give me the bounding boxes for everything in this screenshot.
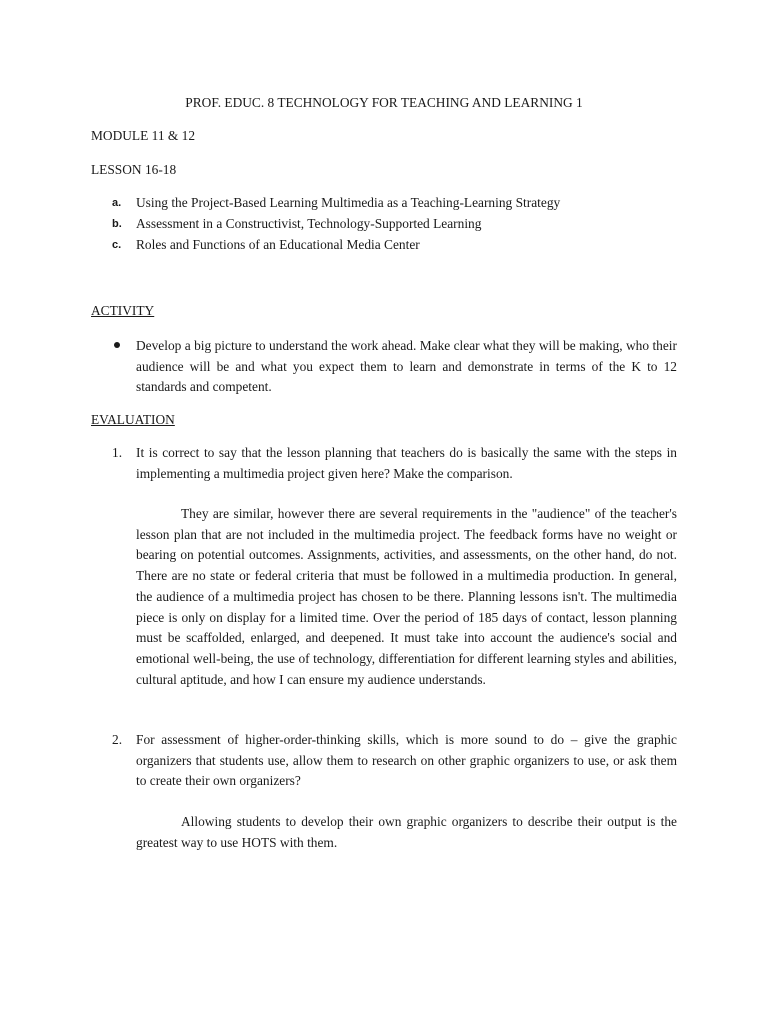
list-marker: a. <box>112 197 122 209</box>
lesson-label: LESSON 16-18 <box>91 162 177 177</box>
activity-heading: ACTIVITY <box>91 303 155 318</box>
question-number: 2. <box>112 732 123 747</box>
bullet-icon <box>114 342 120 348</box>
evaluation-heading: EVALUATION <box>91 412 175 427</box>
list-marker: c. <box>112 239 122 251</box>
question-number: 1. <box>112 445 123 460</box>
lesson-topic-text: Assessment in a Constructivist, Technology-Supported Learning <box>136 216 482 231</box>
answer-text: They are similar, however there are several requirements in the "audience" of the teacher's lesson plan that are not included in the multimedia project. The feedback forms have no weight or bearing on potential outcomes. Assignments, activities, and assessments, on the other hand, do not. There are no state or federal criteria that must be followed in a multimedia production. In general, the audience of a multimedia project has chosen to be there. Planning lessons isn't. The multimedia piece is only on display for a limited time. Over the period of 185 days of contact, lesson planning must be scaffolded, enlarged, and deepened. It must take into account the audience's social and emotional well-being, the use of technology, differentiation for different learning styles and abilities, cultural aptitude, and how I can ensure my audience understands. <box>136 506 677 687</box>
list-marker: b. <box>112 218 122 230</box>
lesson-topic-text: Using the Project-Based Learning Multimedia as a Teaching-Learning Strategy <box>136 195 561 210</box>
answer-text: Allowing students to develop their own graphic organizers to describe their output is the greatest way to use HOTS with them. <box>136 814 677 850</box>
question-text: It is correct to say that the lesson planning that teachers do is basically the same with the steps in implementing a multimedia project given here? Make the comparison. <box>136 445 677 481</box>
course-title: PROF. EDUC. 8 TECHNOLOGY FOR TEACHING AND LEARNING 1 <box>185 95 583 110</box>
lesson-topic-item <box>112 194 672 215</box>
module-label: MODULE 11 & 12 <box>91 128 196 143</box>
question-text: For assessment of higher-order-thinking skills, which is more sound to do – give the graphic organizers that students use, allow them to research on other graphic organizers to use, or ask them to create their own organizers? <box>136 732 677 789</box>
lesson-topic-text: Roles and Functions of an Educational Media Center <box>136 237 420 252</box>
activity-bullet-text: Develop a big picture to understand the work ahead. Make clear what they will be making, who their audience will be and what you expect them to learn and demonstrate in terms of the K to 12 standards and competent. <box>136 338 677 395</box>
lesson-topics-list <box>112 194 672 257</box>
lesson-topic-item <box>112 236 672 257</box>
lesson-topic-item <box>112 215 672 236</box>
